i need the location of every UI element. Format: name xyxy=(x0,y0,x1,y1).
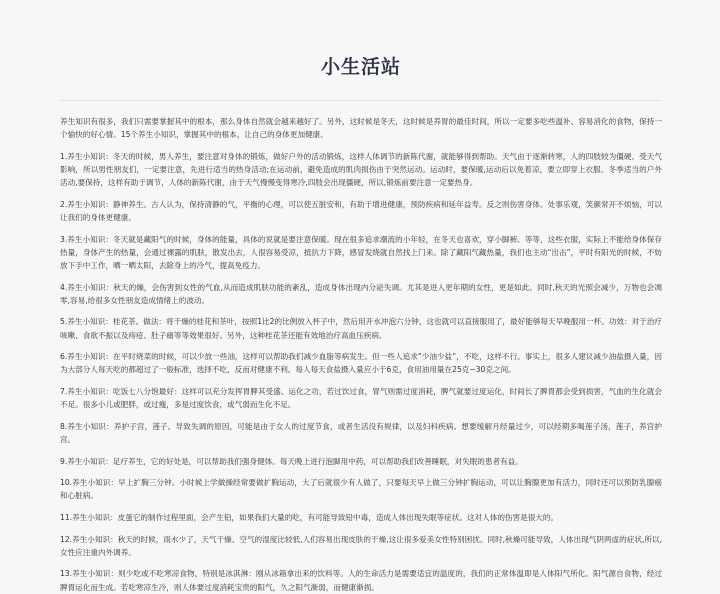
article-paragraph: 4.养生小知识：秋天的燥，会伤害到女性的气血,从而造成肌肤功能的紊乱，造成身体出现内分泌失调。尤其是进入更年期的女性，更是如此。同时,秋天的光照会减少，万物也会凋零,容易,给很多女性朋友造成情绪上的波动。 xyxy=(60,282,662,305)
article-paragraph: 5.养生小知识：桂花茶。做法：将干燥的桂花和茶叶，按照1比2的比例放入杯子中，然后用开水冲泡六分钟，这也就可以直接服用了，最好能够每天早晚服用一杯。功效：对于治疗咳嗽、食欲不振以及痔疮、肚子痛等等效果很好。另外，这种桂花茶还能有效地治疗高血压疾病。 xyxy=(60,317,662,340)
article-body xyxy=(60,115,662,594)
article-paragraph: 6.养生小知识：在平时烧菜的时候，可以少放一些油，这样可以帮助我们减少血脂等病发生。但一些人追求“少油少盐”，不吃，这样不行。事实上，很多人建议减少油盐摄入量，因为大部分人每天吃的都超过了一般标准，选择不吃，反而对健康不利。每人每天食盐摄入量应小于6克，食用油用量在25克~30克之间。 xyxy=(60,352,662,375)
article-paragraph: 13.养生小知识：则少吃或不吃寒凉食物，特别是冰淇淋：刚从冰箱拿出来的饮料等。人的生命活力是需要适宜的温度的，我们的正常体温即是人体阳气所化。阳气源自食物，经过脾胃运化而生成。若吃寒凉生冷，则人体要过度消耗宝贵的阳气，久之阳气渐弱，而健康渐损。 xyxy=(60,569,662,592)
article-paragraph: 8.养生小知识：养护子宫，莲子。导致失调的原因，可能是由于女人的过度节食，或者生活没有规律，以及妇科疾病。想要缓解月经量过少，可以经期多喝莲子汤，莲子，养宫护宫。 xyxy=(60,421,662,444)
article-paragraph: 12.养生小知识：秋天的时候，雨水少了，天气干燥、空气的湿度比较低,人们容易出现皮肤的干燥,这让很多爱美女性特别困扰。同时,秋燥可能导致，人体出现气阴两虚的症状,所以,女性应注重内外调养。 xyxy=(60,534,662,557)
article-paragraph: 2.养生小知识：静神养生。古人认为，保持清静的气，平衡的心理，可以使五脏安和，有助于增进健康，预防疾病和延年益寿。反之则伤害身体。处事乐观，笑颜常开不烦恼，可以让我们的身体更健康。 xyxy=(60,199,662,222)
article-paragraph: 7.养生小知识：吃饭七八分饱最好：这样可以充分发挥胃脾其受盛、运化之功，若过饮过食，胃气则需过度消耗，脾气就要过度运化，时间长了脾胃都会受到损害，气血的生化就会不足。很多小儿或肥胖，或过瘦，多是过度饮食，或气弱而生化不足。 xyxy=(60,386,662,410)
article-intro-paragraph: 养生知识有很多，我们只需要掌握其中的根本，那么身体自然就会越来越好了。另外，这时候是冬天，这时候是养胃的最佳时间，所以一定要多吃些温补、容易消化的食物，保持一个愉快的好心情。15个养生小知识，掌握其中的根本，让自己的身体更加健康。 xyxy=(60,117,662,140)
page-title: 小生活站 xyxy=(320,56,401,78)
article-paragraph: 10.养生小知识：早上扩胸三分钟。小时候上学做操经常要做扩胸运动，大了后就很少有人做了，只要每天早上做三分钟扩胸运动，可以让胸腺更加有活力，同时还可以预防乳腺癌和心脏病。 xyxy=(60,478,662,501)
article-paragraph: 9.养生小知识：足疗养生，它的好处是，可以帮助我们强身健体。每天晚上进行泡脚用中药，可以帮助我们改善睡眠，对失眠的患者有益。 xyxy=(60,456,523,466)
title-divider xyxy=(60,100,662,101)
article-paragraph: 11.养生小知识：皮蛋它的制作过程里面，会产生铅，如果我们大量的吃，有可能导致铅中毒，造成人体出现失眠等症状。这对人体的伤害是很大的。 xyxy=(60,512,559,522)
article-paragraph: 3.养生小知识：冬天就是藏阳气的时候，身体的能量，具体的说就是要注意保暖。现在很多追求潮流的小年轻，在冬天也喜欢，穿小脚裤、等等，这些衣服，实际上不能给身体保存热量，身体产生的热量，会通过裸露的肌肤，散发出去，人很容易受凉，抵抗力下降，感冒发烧就自然找上门来。除了藏阳气藏热量，我们也主动“出击”，平时有阳光的时候，不妨放下手中工作，晒一晒太阳，去除身上的冷气，提高免疫力。 xyxy=(60,234,662,270)
article-paragraph: 1.养生小知识：冬天的时候，男人养生，要注意对身体的锻炼，做好户外的活动锻炼，这样人体调节的新陈代谢，就能够得到帮助。天气由于逐渐转寒，人的四肢较为僵硬、受天气影响，所以男性朋友们，一定要注意，先进行适当的热身活动;在运动前，避免造成的肌肉损伤由于突然运动。运动时，要保暖,运动后以免着凉，要立即穿上衣服。冬季适当的户外活动,要保持，这样有助于调节，人体的新陈代谢，由于天气慢慢变得寒冷,四肢会出现僵硬，所以,锻炼前要注意一定要热身。 xyxy=(60,151,662,188)
